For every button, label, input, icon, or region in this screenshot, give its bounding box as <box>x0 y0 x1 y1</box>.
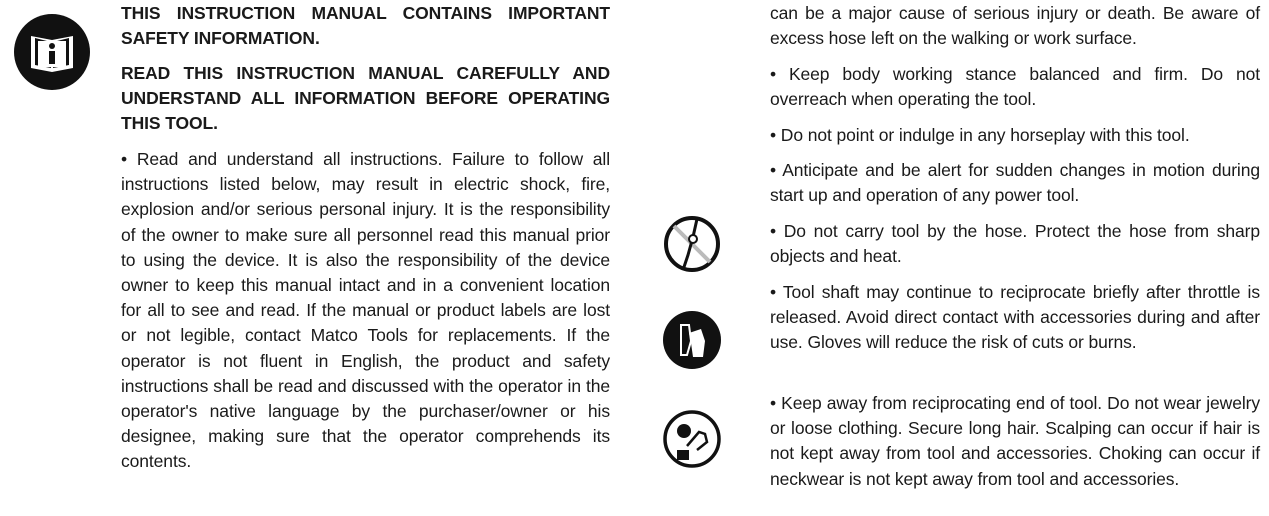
no-carry-by-hose-icon <box>663 215 721 273</box>
wear-gloves-icon <box>663 311 721 369</box>
stance-warning: • Keep body working stance balanced and firm. Do not overreach when operating the tool. <box>770 64 1260 110</box>
reciprocating-end-warning: • Keep away from reciprocating end of tool. Do not wear jewelry or loose clothing. Secure long hair. Scalping can occur if hair is not kept away from tool and accessories. Choking can occur if neckwear is not kept away from tool and accessories. <box>770 393 1260 489</box>
hose-warning-continued: can be a major cause of serious injury or death. Be aware of excess hose left on the walking or work surface. <box>770 3 1260 49</box>
instructions-paragraph: • Read and understand all instructions. Failure to follow all instructions listed below, may result in electric shock, fire, explosion and/or serious personal injury. It is the responsibility of the owner to make sure all personnel read this manual prior to using the device. It is also the responsibility of the device owner to keep this manual intact and in a convenient location for all to see and read. If the manual or product labels are lost or not legible, contact Matco Tools for replacements. If the operator is not fluent in English, the product and safety instructions shall be read and discussed with the operator in the operator's native language by the purchaser/owner or his designee, making sure that the operator comprehends its contents. <box>121 149 610 472</box>
read-manual-heading: READ THIS INSTRUCTION MANUAL CAREFULLY AND UNDERSTAND ALL INFORMATION BEFORE OPERATING THIS TOOL. <box>121 63 610 134</box>
read-manual-icon <box>14 14 90 90</box>
hose-carry-warning: • Do not carry tool by the hose. Protect the hose from sharp objects and heat. <box>770 221 1260 267</box>
entanglement-hazard-icon <box>663 410 721 468</box>
horseplay-warning: • Do not point or indulge in any horseplay with this tool. <box>770 125 1190 145</box>
tool-shaft-warning: • Tool shaft may continue to reciprocate briefly after throttle is released. Avoid direct contact with accessories during and after use. Gloves will reduce the risk of cuts or burns. <box>770 282 1260 353</box>
safety-heading: THIS INSTRUCTION MANUAL CONTAINS IMPORTANT SAFETY INFORMATION. <box>121 3 610 49</box>
motion-warning: • Anticipate and be alert for sudden changes in motion during start up and operation of any power tool. <box>770 160 1260 206</box>
